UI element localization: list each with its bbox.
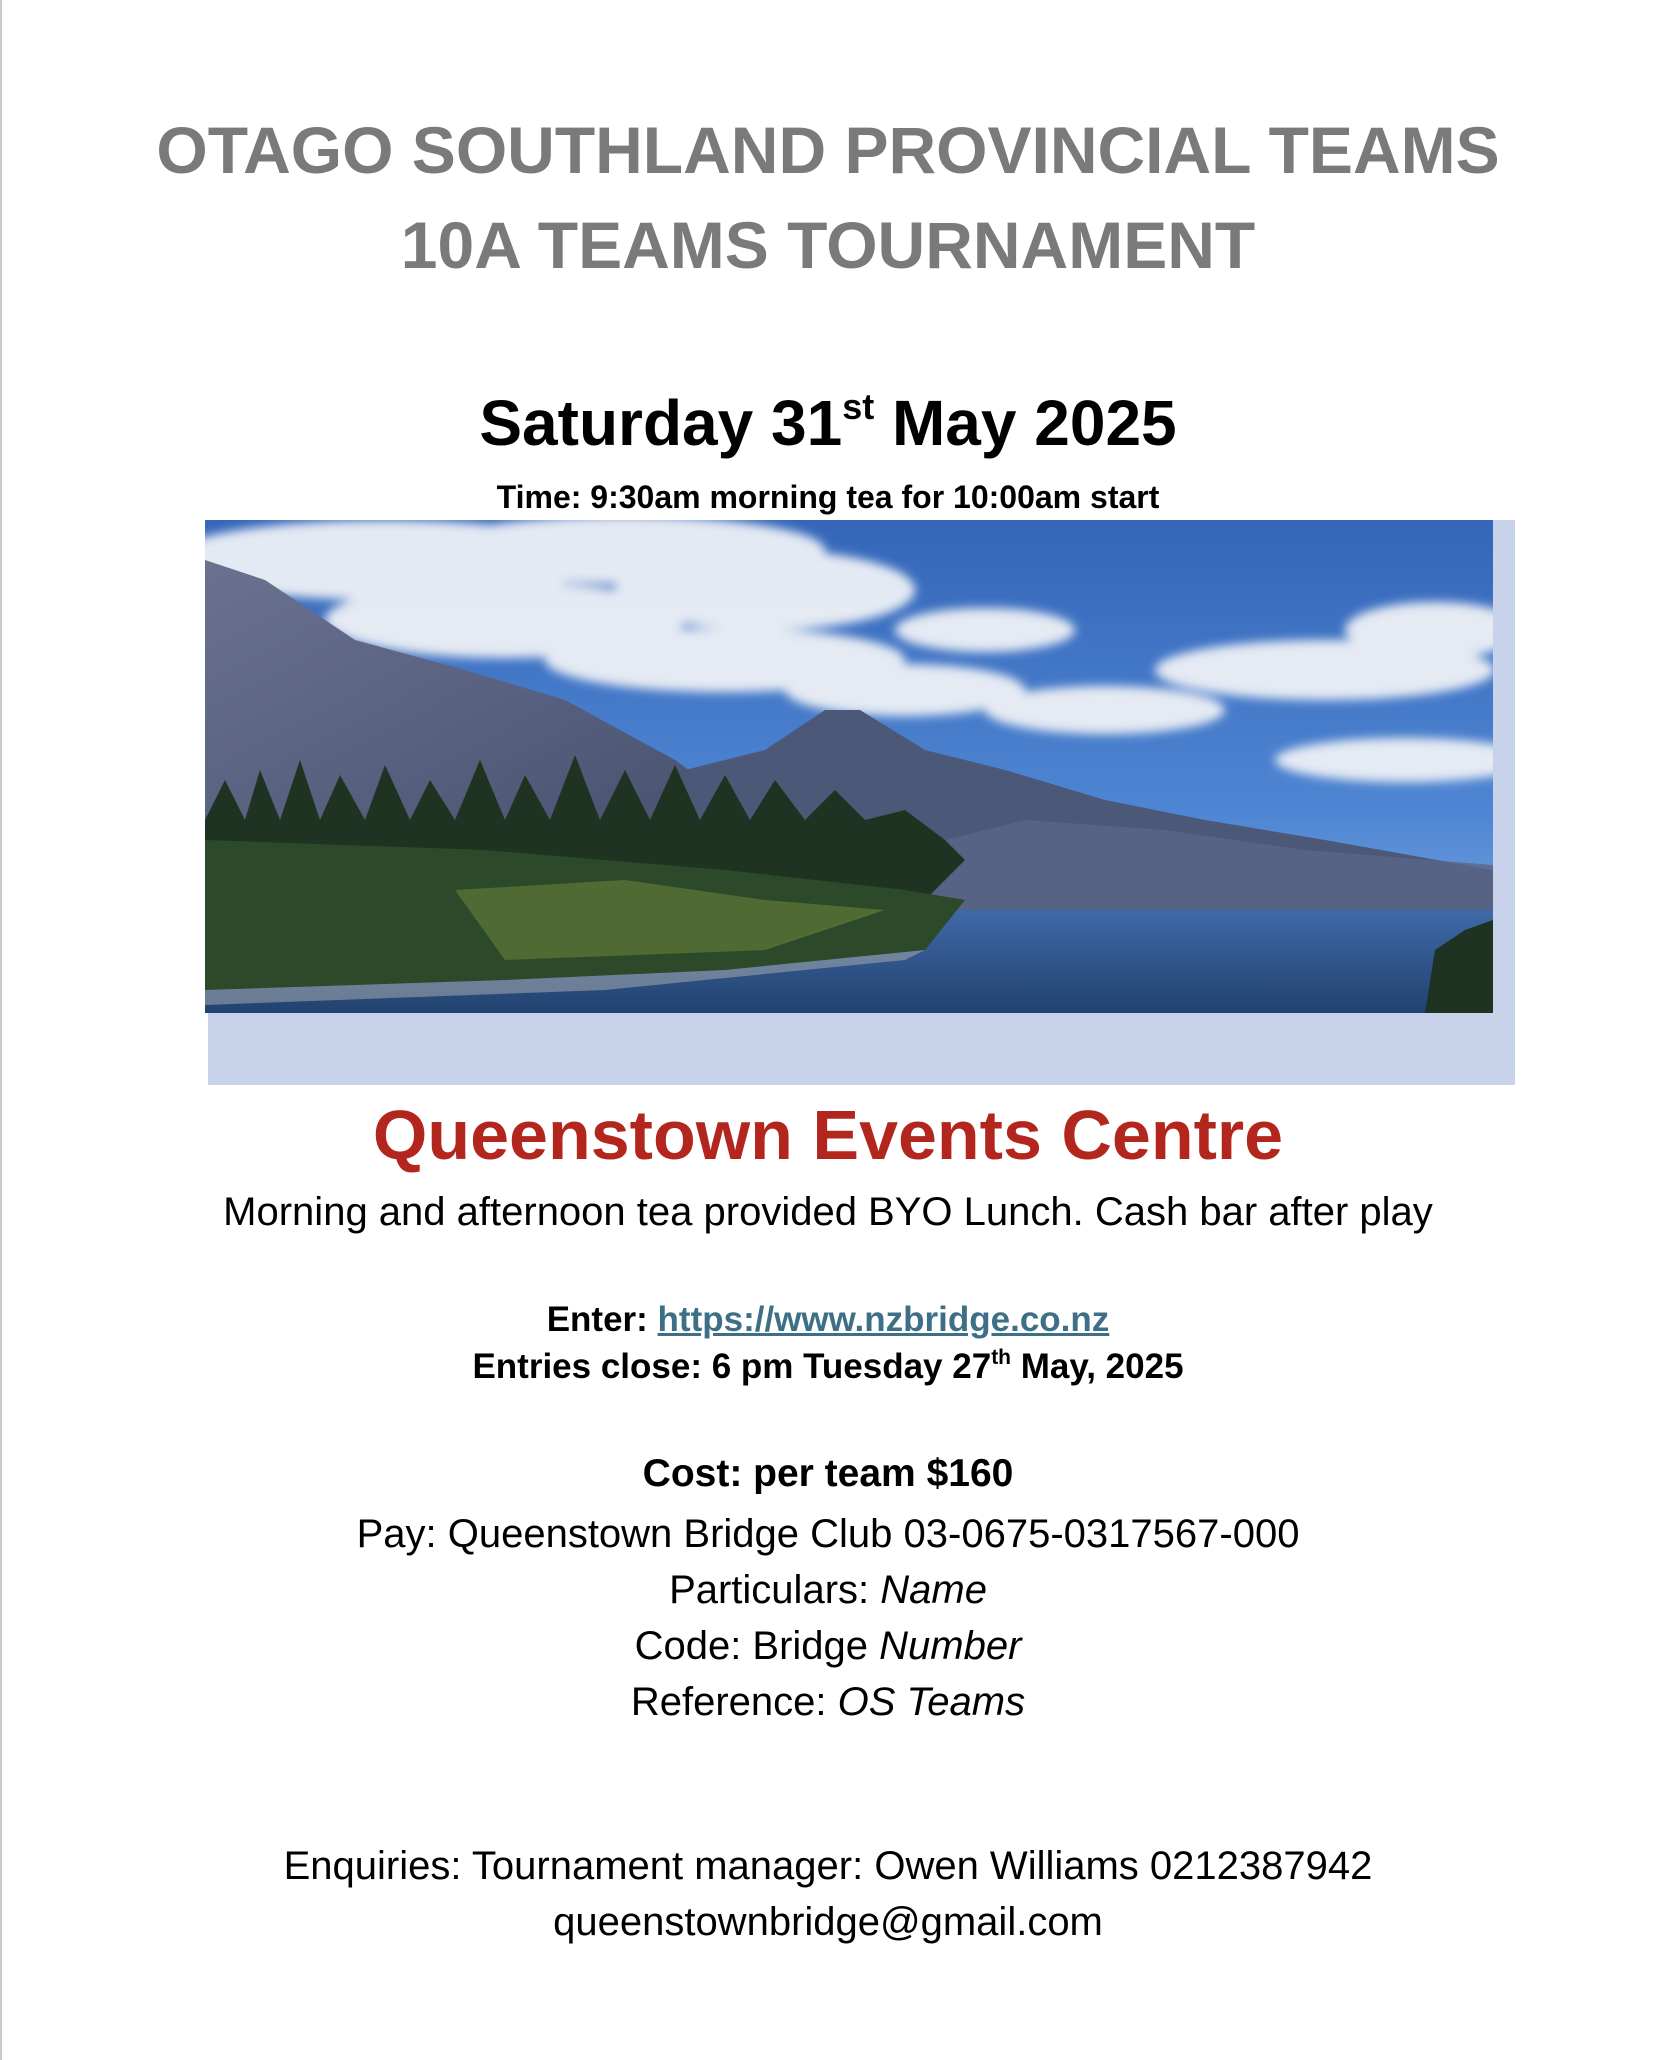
event-date	[0, 385, 1656, 461]
cost-line: Cost: per team $160	[642, 1452, 1014, 1495]
title-line-1: OTAGO SOUTHLAND PROVINCIAL TEAMS	[156, 113, 1500, 187]
catering-note: Morning and afternoon tea provided BYO Lunch. Cash bar after play	[223, 1190, 1433, 1234]
close-suffix: th	[991, 1346, 1012, 1369]
code-value: Number	[879, 1624, 1022, 1668]
particulars-label: Particulars:	[669, 1568, 881, 1612]
reference-value: OS Teams	[837, 1680, 1026, 1724]
entry-link[interactable]: https://www.nzbridge.co.nz	[657, 1300, 1110, 1339]
particulars-line	[0, 1562, 1656, 1618]
date-day: Saturday 31	[479, 387, 843, 459]
contact-email[interactable]: queenstownbridge@gmail.com	[553, 1900, 1103, 1944]
particulars-value: Name	[880, 1568, 987, 1612]
pay-line: Pay: Queenstown Bridge Club 03-0675-0317567-000	[356, 1512, 1300, 1556]
reference-line	[0, 1674, 1656, 1730]
close-prefix: Entries close: 6 pm Tuesday 27	[472, 1347, 992, 1386]
reference-label: Reference:	[630, 1680, 838, 1724]
date-suffix: st	[842, 386, 875, 427]
enquiries-line: Enquiries: Tournament manager: Owen Williams 0212387942	[283, 1844, 1373, 1888]
venue-name: Queenstown Events Centre	[372, 1096, 1284, 1174]
event-time: Time: 9:30am morning tea for 10:00am start	[496, 479, 1160, 515]
code-label: Code: Bridge	[634, 1624, 880, 1668]
entry-line	[0, 1298, 1656, 1342]
enter-label: Enter:	[546, 1300, 658, 1339]
page-edge	[0, 0, 2, 2060]
close-rest: May, 2025	[1011, 1347, 1184, 1386]
date-month-year: May 2025	[874, 387, 1177, 459]
title-line-2: 10A TEAMS TOURNAMENT	[400, 208, 1256, 282]
landscape-photo	[205, 520, 1493, 1013]
entries-close	[0, 1345, 1656, 1389]
code-line	[0, 1618, 1656, 1674]
